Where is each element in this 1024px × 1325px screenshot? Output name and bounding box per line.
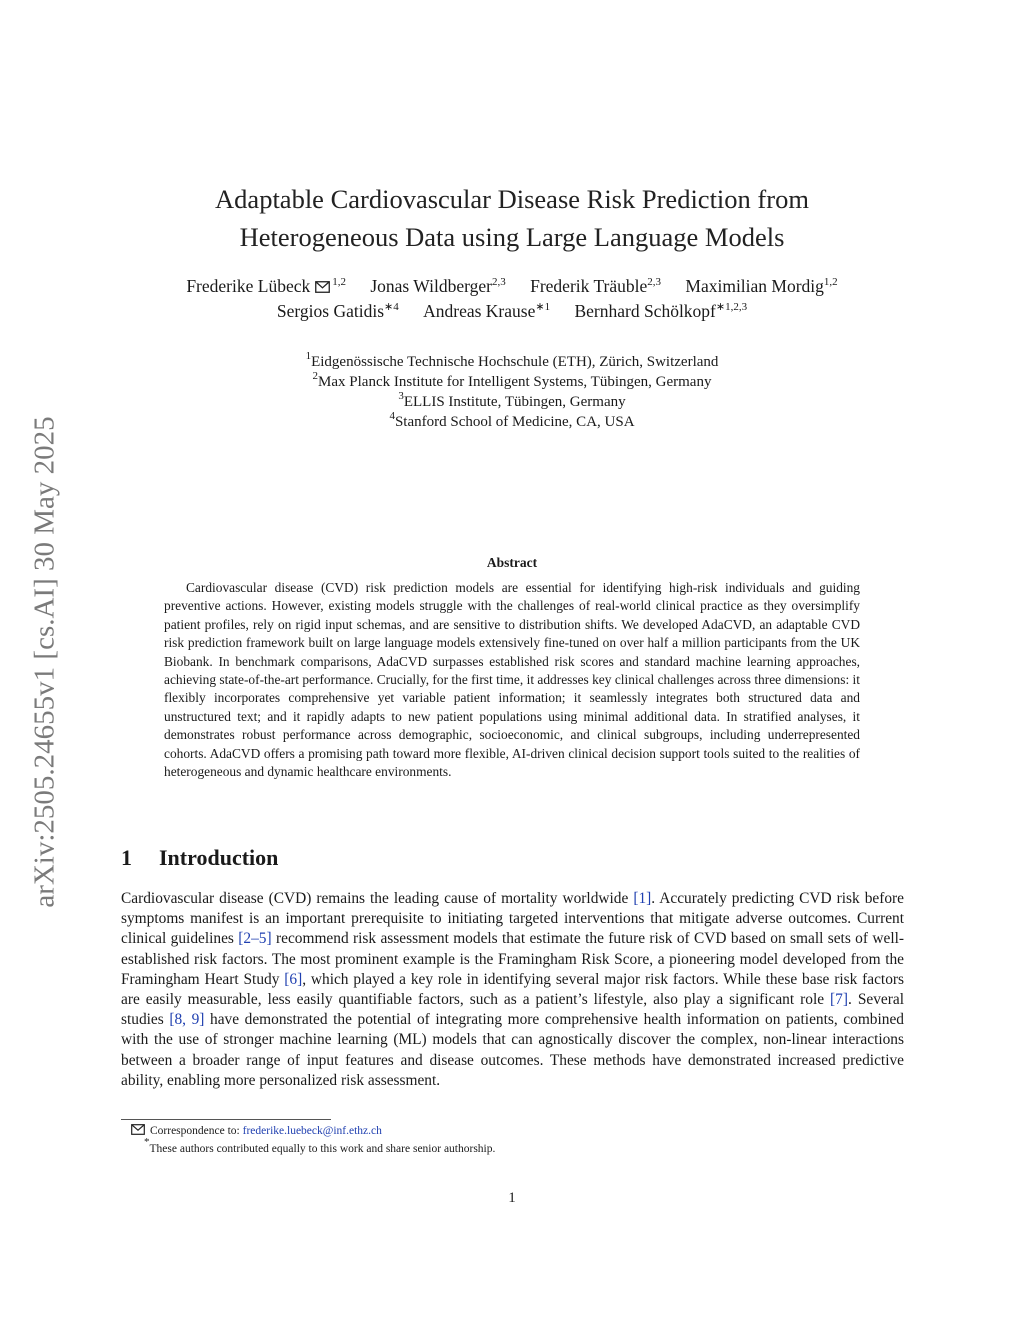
intro-text: . Several studies xyxy=(121,991,904,1029)
abstract-heading: Abstract xyxy=(486,555,538,570)
author: Sergios Gatidis$^{∗4}$ xyxy=(276,301,399,321)
section-title: Introduction xyxy=(159,845,279,870)
author: Frederike Lübeck $^{1,2}$ xyxy=(186,276,346,296)
title-line-2: Heterogeneous Data using Large Language Models xyxy=(239,222,785,252)
paper-title xyxy=(130,180,894,256)
intro-text: , which played a key role in identifying several major risk factors. While these base risk factors are easily measurable, less easily quantifiable factors, such as a patient’s lifestyle, also play a significant role xyxy=(121,970,905,1009)
title-line-1: Adaptable Cardiovascular Disease Risk Prediction from xyxy=(215,184,809,214)
introduction-paragraph xyxy=(121,889,904,1091)
affiliation-list xyxy=(150,352,874,432)
arxiv-stamp: arXiv:2505.24655v1 [cs.AI] 30 May 2025 xyxy=(28,416,61,908)
footnote-equal-contribution: *These authors contributed equally to this work and share senior authorship. xyxy=(144,1136,496,1155)
section-heading-introduction xyxy=(121,845,278,871)
intro-text: have demonstrated the potential of integrating more comprehensive health information on patients, combined with the use of stronger machine learning (ML) models that can agnostically discover the complex, non-linear interactions between a broader range of input features and disease outcomes. These methods have demonstrated increased predictive ability, enabling more personalized risk assessment. xyxy=(121,1011,904,1089)
author: Andreas Krause$^{∗1}$ xyxy=(423,301,551,321)
affiliation: $^4$Stanford School of Medicine, CA, USA xyxy=(389,410,635,430)
citation-link[interactable]: [6] xyxy=(284,970,303,988)
author-row-1 xyxy=(100,274,924,299)
author-list xyxy=(100,274,924,323)
affiliation: $^2$Max Planck Institute for Intelligent Systems, Tübingen, Germany xyxy=(312,370,712,390)
author: Frederik Träuble$^{2,3}$ xyxy=(530,276,662,296)
author-row-2 xyxy=(100,299,924,323)
author: Jonas Wildberger$^{2,3}$ xyxy=(370,276,506,296)
author: Bernhard Schölkopf$^{∗1,2,3}$ xyxy=(574,301,748,321)
section-number: 1 xyxy=(121,845,132,870)
page-number: 1 xyxy=(508,1190,516,1206)
intro-text: . Accurately predicting CVD risk before symptoms manifest is an important prerequisite to initiating targeted interventions that mitigate adverse outcomes. Current clinical guidelines xyxy=(121,890,904,948)
citation-link[interactable]: [2–5] xyxy=(238,930,272,948)
envelope-icon xyxy=(131,1124,145,1138)
intro-text: Cardiovascular disease (CVD) remains the leading cause of mortality worldwide xyxy=(121,890,634,907)
citation-link[interactable]: [8, 9] xyxy=(169,1011,205,1029)
envelope-icon xyxy=(315,275,330,299)
affiliation: $^3$ELLIS Institute, Tübingen, Germany xyxy=(398,390,626,410)
author: Maximilian Mordig$^{1,2}$ xyxy=(685,276,838,296)
affiliation: $^1$Eidgenössische Technische Hochschule (ETH), Zürich, Switzerland xyxy=(305,350,719,370)
footnote-rule xyxy=(121,1119,331,1120)
citation-link[interactable]: [1] xyxy=(633,890,652,907)
footnote-correspondence: Correspondence to: frederike.luebeck@inf.ethz.ch xyxy=(131,1124,382,1138)
correspondence-email-link[interactable]: frederike.luebeck@inf.ethz.ch xyxy=(242,1125,382,1137)
intro-text: recommend risk assessment models that estimate the future risk of CVD based on small sets of well-established risk factors. The most prominent example is the Framingham Risk Score, a pioneering model developed from the Framingham Heart Study xyxy=(121,930,904,988)
abstract-body: Cardiovascular disease (CVD) risk prediction models are essential for identifying high-risk individuals and guiding preventive actions. However, existing models struggle with the challenges of real-world clinical practice as they oversimplify patient profiles, rely on rigid input schemas, and are sensitive to distribution shifts. We developed AdaCVD, an adaptable CVD risk prediction framework built on large language models extensively fine-tuned on over half a million participants from the UK Biobank. In benchmark comparisons, AdaCVD surpasses established risk scores and standard machine learning approaches, achieving state-of-the-art performance. Crucially, for the first time, it addresses key clinical challenges across three dimensions: it flexibly incorporates comprehensive yet variable patient information; it seamlessly integrates both structured data and unstructured text; and it rapidly adapts to new patient populations using minimal additional data. In stratified analyses, it demonstrates robust performance across demographic, socioeconomic, and clinical subgroups, including underrepresented cohorts. AdaCVD offers a promising path toward more flexible, AI-driven clinical decision support tools suited to the realities of heterogeneous and dynamic healthcare environments. xyxy=(164,580,860,780)
citation-link[interactable]: [7] xyxy=(830,991,848,1009)
